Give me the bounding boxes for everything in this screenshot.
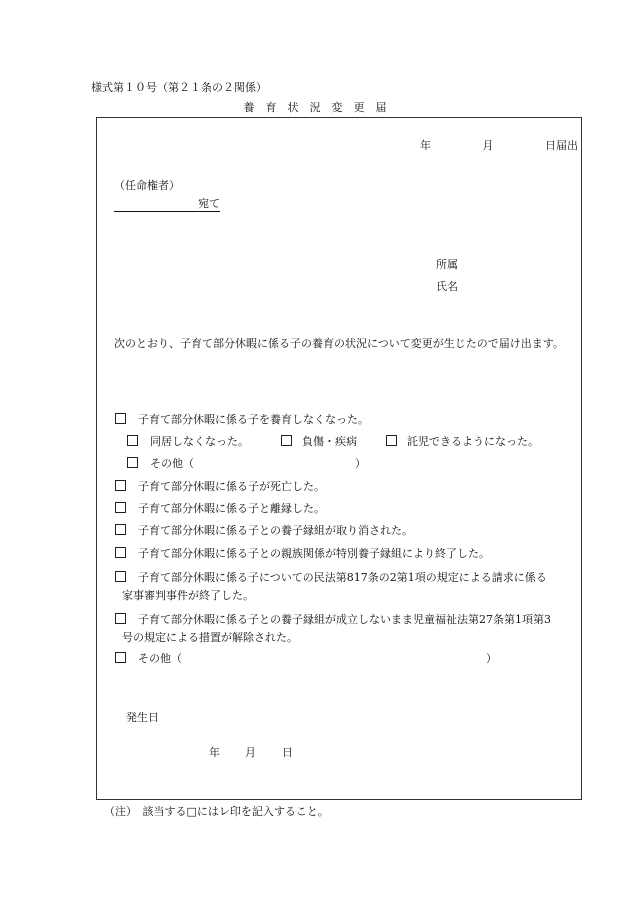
item-other (115, 652, 182, 666)
checkbox[interactable] (115, 613, 126, 624)
atena-text: 宛て (198, 197, 220, 210)
subitem-row (127, 435, 249, 449)
occurrence-month: 月 (245, 746, 256, 759)
checkbox[interactable] (127, 435, 138, 446)
item-label: その他（ (138, 652, 182, 665)
item-label: 負傷・疾病 (302, 435, 357, 448)
checkbox[interactable] (115, 413, 126, 424)
checkbox[interactable] (115, 502, 126, 513)
item-dissolution (115, 502, 325, 516)
item-special-adoption (115, 547, 490, 561)
subitem-other-close: ） (355, 457, 366, 470)
checkbox[interactable] (115, 547, 126, 558)
footnote: （注） 該当する□にはレ印を記入すること。 (104, 805, 329, 818)
document-title: 養 育 状 況 変 更 届 (243, 101, 387, 114)
date-month: 月 (482, 139, 494, 152)
date-day: 日届出 (545, 139, 578, 152)
affiliation-label: 所属 (436, 258, 458, 271)
item-civil-code (115, 569, 575, 605)
addressee-line[interactable] (114, 197, 220, 212)
occurrence-label: 発生日 (126, 711, 159, 724)
occurrence-year: 年 (209, 746, 220, 759)
checkbox[interactable] (115, 571, 126, 582)
item-label: 子育て部分休暇に係る子との親族関係が特別養子縁組により終了した。 (138, 547, 490, 560)
item-label-cont: 家事審判事件が終了した。 (122, 589, 254, 602)
subitem-other (127, 457, 194, 471)
item-label: 子育て部分休暇に係る子と離縁した。 (138, 502, 325, 515)
item-child-welfare (115, 611, 575, 647)
checkbox[interactable] (115, 480, 126, 491)
addressee-label: （任命権者） (114, 179, 180, 192)
item-adoption-cancelled (115, 524, 413, 538)
item-no-longer-raising (115, 413, 369, 427)
body-text: 次のとおり、子育て部分休暇に係る子の養育の状況について変更が生じたので届け出ます。 (114, 337, 564, 350)
item-label-cont: 号の規定による措置が解除された。 (122, 631, 298, 644)
date-year: 年 (420, 139, 431, 152)
item-label: 子育て部分休暇に係る子についての民法第817条の2第1項の規定による請求に係る (138, 571, 547, 584)
checkbox[interactable] (281, 435, 292, 446)
subitem-injury (281, 435, 357, 449)
item-label: 子育て部分休暇に係る子との養子縁組が取り消された。 (138, 524, 413, 537)
item-label: 子育て部分休暇に係る子との養子縁組が成立しないまま児童福祉法第27条第1項第3 (138, 613, 551, 626)
item-other-close: ） (486, 652, 497, 665)
item-label: 同居しなくなった。 (150, 435, 249, 448)
checkbox[interactable] (115, 524, 126, 535)
item-label: 託児できるようになった。 (407, 435, 539, 448)
item-label: 子育て部分休暇に係る子を養育しなくなった。 (138, 413, 369, 426)
checkbox[interactable] (115, 652, 126, 663)
name-label: 氏名 (436, 280, 458, 293)
item-label: 子育て部分休暇に係る子が死亡した。 (138, 480, 325, 493)
item-label: その他（ (150, 457, 194, 470)
occurrence-day: 日 (282, 746, 293, 759)
checkbox[interactable] (127, 457, 138, 468)
item-death (115, 480, 325, 494)
submission-date (420, 139, 578, 153)
form-number: 様式第１０号（第２１条の２関係） (91, 81, 267, 94)
subitem-childcare (386, 435, 539, 449)
checkbox[interactable] (386, 435, 397, 446)
